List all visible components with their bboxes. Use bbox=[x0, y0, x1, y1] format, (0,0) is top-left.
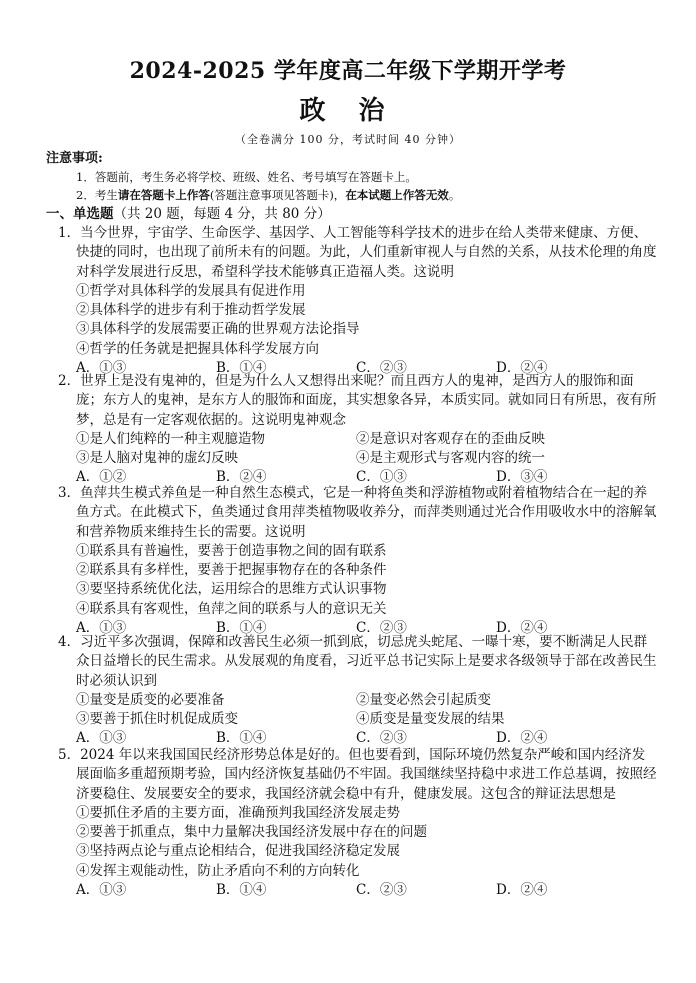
choice-d: D．②④ bbox=[496, 882, 548, 899]
statement-item: ②联系具有多样性，要善于把握事物存在的各种条件 bbox=[76, 562, 387, 579]
question-stem: 5．2024 年以来我国国民经济形势总体是好的。但也要看到，国际环境仍然复杂严峻和国内经济发展面临多重超预期考验，国内经济恢复基础仍不牢固。我国继续坚持稳中求进工作总基调，按照经济要稳住、发展要安全的要求，我国经济就会稳中有升，健康发展。这包含的辩证法思想是 bbox=[58, 747, 657, 802]
question-5 bbox=[46, 746, 658, 900]
statement-item: ②是意识对客观存在的歪曲反映 bbox=[356, 430, 545, 447]
choice-a: A．①③ bbox=[76, 730, 127, 747]
choice-c: C．①③ bbox=[356, 469, 407, 486]
statement-item: ①哲学对具体科学的发展具有促进作用 bbox=[76, 282, 306, 299]
question-3 bbox=[46, 484, 658, 638]
statement-item: ①要抓住矛盾的主要方面，准确预判我国经济发展走势 bbox=[76, 804, 400, 821]
choice-c: C．②③ bbox=[356, 882, 407, 899]
notice-item-2-bold-b: 在本试题上作答无效 bbox=[345, 188, 449, 202]
question-4 bbox=[46, 633, 658, 749]
statement-item: ④质变是量变发展的结果 bbox=[356, 711, 505, 728]
statement-item: ③坚持两点论与重点论相结合，促进我国经济稳定发展 bbox=[76, 843, 400, 860]
choice-b: B．①④ bbox=[216, 730, 267, 747]
statement-item: ④联系具有客观性，鱼萍之间的联系与人的意识无关 bbox=[76, 600, 387, 617]
notice-item-2-part-c: (答题注意事项见答题卡)， bbox=[209, 188, 346, 202]
notice-item-2 bbox=[76, 188, 460, 202]
notice-item-2-part-e: 。 bbox=[448, 188, 461, 202]
choice-a: A．①③ bbox=[76, 882, 127, 899]
statement-item: ③要善于抓住时机促成质变 bbox=[76, 711, 238, 728]
notice-item-2-part-a: 2．考生 bbox=[76, 188, 118, 202]
choice-c: C．②③ bbox=[356, 360, 407, 377]
choice-b: B．①④ bbox=[216, 360, 267, 377]
statement-item: ③要坚持系统优化法，运用综合的思维方式认识事物 bbox=[76, 581, 387, 598]
choice-d: D．②④ bbox=[496, 360, 548, 377]
notice-heading: 注意事项: bbox=[46, 151, 103, 166]
section-heading bbox=[46, 206, 331, 223]
statement-item: ②具体科学的进步有利于推动哲学发展 bbox=[76, 302, 306, 319]
statement-item: ②要善于抓重点，集中力量解决我国经济发展中存在的问题 bbox=[76, 824, 427, 841]
question-2 bbox=[46, 372, 658, 488]
question-stem: 1．当今世界，宇宙学、生命医学、基因学、人工智能等科学技术的进步在给人类带来健康、方便、快捷的同时，也出现了前所未有的问题。为此，人们重新审视人与自然的关系，从技术伦理的角度对科学发展进行反思，希望科学技术能够真正造福人类。这说明 bbox=[58, 225, 657, 280]
choice-b: B．①④ bbox=[216, 882, 267, 899]
choice-b: B．②④ bbox=[216, 469, 267, 486]
section-info: （共 20 题，每题 4 分，共 80 分） bbox=[113, 206, 331, 222]
answer-choices bbox=[46, 881, 658, 900]
statement-item: ①联系具有普遍性，要善于创造事物之间的固有联系 bbox=[76, 542, 387, 559]
question-stem: 4．习近平多次强调，保障和改善民生必须一抓到底，切忌虎头蛇尾、一曝十寒，要不断满足人民群众日益增长的民生需求。从发展观的角度看，习近平总书记实际上是要求各级领导于部在改善民生时必须认识到 bbox=[58, 634, 657, 689]
section-label: 一、单选题 bbox=[46, 206, 114, 222]
notice-item-2-bold-a: 请在答题卡上作答 bbox=[117, 188, 210, 202]
notice-item-1: 1．答题前，考生务必将学校、班级、姓名、考号填写在答题卡上。 bbox=[76, 170, 417, 184]
exam-note: （全卷满分 100 分，考试时间 40 分钟） bbox=[235, 133, 461, 146]
statement-row bbox=[46, 691, 658, 710]
statement-item: ①是人们纯粹的一种主观臆造物 bbox=[76, 430, 265, 447]
question-1 bbox=[46, 224, 658, 378]
statement-item: ③具体科学的发展需要正确的世界观方法论指导 bbox=[76, 321, 360, 338]
statement-item: ③是人脑对鬼神的虚幻反映 bbox=[76, 450, 238, 467]
choice-a: A．①③ bbox=[76, 360, 127, 377]
statement-item: ④哲学的任务就是把握具体科学发展方向 bbox=[76, 340, 319, 357]
question-stem: 2．世界上是没有鬼神的，但是为什么人又想得出来呢？而且西方人的鬼神，是西方人的服饰和面庞；东方人的鬼神，是东方人的服饰和面庞，其实想象各异，本质实同。就如同日有所思，夜有所梦，总是有一定客观依据的。这说明鬼神观念 bbox=[58, 373, 657, 428]
choice-a: A．①③ bbox=[76, 620, 127, 637]
statement-row bbox=[46, 430, 658, 449]
statement-item: ④是主观形式与客观内容的统一 bbox=[356, 450, 545, 467]
statement-item: ①量变是质变的必要准备 bbox=[76, 691, 225, 708]
choice-d: D．②④ bbox=[496, 730, 548, 747]
choice-b: B．①④ bbox=[216, 620, 267, 637]
statement-item: ④发挥主观能动性，防止矛盾向不利的方向转化 bbox=[76, 862, 360, 879]
statement-row bbox=[46, 449, 658, 468]
exam-title: 2024-2025 学年度高二年级下学期开学考 bbox=[129, 58, 567, 84]
choice-d: D．②④ bbox=[496, 620, 548, 637]
statement-row bbox=[46, 710, 658, 729]
choice-a: A．①② bbox=[76, 469, 127, 486]
choice-c: C．②③ bbox=[356, 620, 407, 637]
choice-c: C．②③ bbox=[356, 730, 407, 747]
question-stem: 3．鱼萍共生模式养鱼是一种自然生态模式，它是一种将鱼类和浮游植物或附着植物结合在一起的养鱼方式。在此模式下，鱼类通过食用萍类植物吸收养分，而萍类则通过光合作用吸收水中的溶解氧和营养物质来维持生长的需要。这说明 bbox=[58, 485, 657, 540]
exam-subject: 政 治 bbox=[299, 96, 397, 126]
statement-item: ②量变必然会引起质变 bbox=[356, 691, 491, 708]
choice-d: D．③④ bbox=[496, 469, 548, 486]
